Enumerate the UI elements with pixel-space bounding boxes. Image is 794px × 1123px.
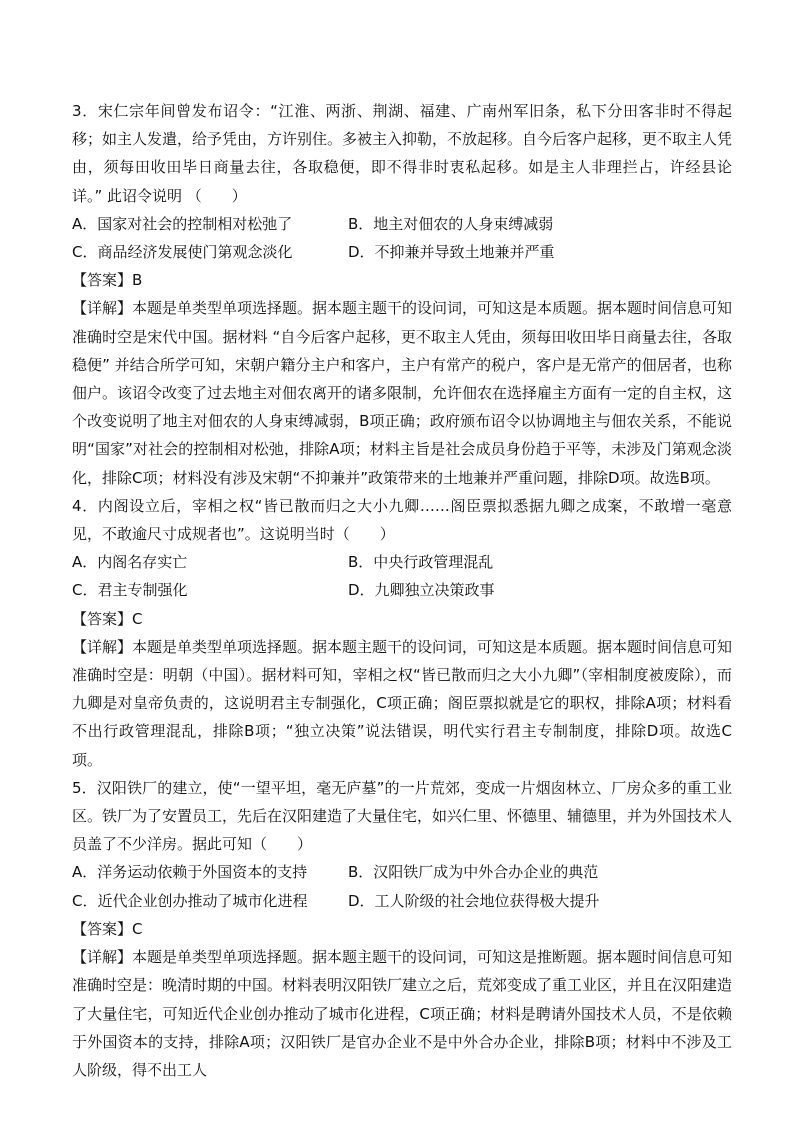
option-d: D．工人阶级的社会地位获得极大提升 <box>348 891 600 910</box>
option-c: C．近代企业创办推动了城市化进程 <box>72 891 308 910</box>
option-c: C．商品经济发展使门第观念淡化 <box>72 243 293 262</box>
option-d: D．九卿独立决策政事 <box>348 581 495 600</box>
question-stem: 5．汉阳铁厂的建立，使“一望平坦，毫无庐墓”的一片荒郊，变成一片烟囱林立、厂房众多的重工业区。铁厂为了安置员工，先后在汉阳建造了大量住宅，如兴仁里、怀德里、辅德里，并为外国技术人员盖了不少洋房。据此可知（ ） <box>72 778 733 854</box>
question-4 <box>72 492 732 774</box>
option-a: A．内阁名存实亡 <box>72 553 188 572</box>
question-stem: 4．内阁设立后，宰相之权“皆已散而归之大小九卿……阁臣票拟悉据九卿之成案，不敢增一毫意见，不敢逾尺寸成规者也”。这说明当时（ ） <box>72 496 732 544</box>
option-c: C．君主专制强化 <box>72 581 188 600</box>
answer-line: 【答案】C <box>72 919 143 938</box>
question-stem: 3．宋仁宗年间曾发布诏令：“江淮、两浙、荆湖、福建、广南州军旧条，私下分田客非时不得起移；如主人发遣，给予凭由，方许别住。多被主入抑勒，不放起移。自今后客户起移，更不取主人凭由，须每田收田毕日商量去往，各取稳便，即不得非时衷私起移。如是主人非理拦占，许经县论详。” 此诏令说明 （ ） <box>72 102 733 205</box>
answer-line: 【答案】C <box>72 609 143 628</box>
option-a: A．国家对社会的控制相对松弛了 <box>72 214 293 233</box>
question-5 <box>72 774 732 1084</box>
option-b: B．地主对佃农的人身束缚减弱 <box>348 214 554 233</box>
option-d: D．不抑兼并导致土地兼并严重 <box>348 243 555 262</box>
option-b: B．中央行政管理混乱 <box>348 553 494 572</box>
option-a: A．洋务运动依赖于外国资本的支持 <box>72 863 308 882</box>
option-b: B．汉阳铁厂成为中外合办企业的典范 <box>348 863 599 882</box>
option-list <box>72 858 732 914</box>
explanation: 【详解】本题是单类型单项选择题。据本题主题干的设问词，可知这是推断题。据本题时间信息可知准确时空是：晚清时期的中国。材料表明汉阳铁厂建立之后，荒郊变成了重工业区，并且在汉阳建造了大量住宅，可知近代企业创办推动了城市化进程，C项正确；材料是聘请外国技术人员，不是依赖于外国资本的支持，排除A项；汉阳铁厂是官办企业不是中外合办企业，排除B项；材料中不涉及工人阶级，得不出工人 <box>72 948 733 1079</box>
document-page <box>72 97 732 1084</box>
explanation: 【详解】本题是单类型单项选择题。据本题主题干的设问词，可知这是本质题。据本题时间信息可知准确时空是宋代中国。据材料 “自今后客户起移，更不取主人凭由，须每田收田毕日商量去往，各取稳便” 并结合所学可知，宋朝户籍分主户和客户，主户有常产的税户，客户是无常产的佃居者，也称佃户。该诏令改变了过去地主对佃农离开的诸多限制，允许佃农在选择雇主方面有一定的自主权，这个改变说明了地主对佃农的人身束缚减弱，B项正确；政府颁布诏令以协调地主与佃农关系，不能说明“国家”对社会的控制相对松弛，排除A项；材料主旨是社会成员身份趋于平等，未涉及门第观念淡化，排除C项；材料没有涉及宋朝“不抑兼并”政策带来的土地兼并严重问题，排除D项。故选B项。 <box>72 299 733 487</box>
option-list <box>72 210 732 266</box>
answer-line: 【答案】B <box>72 271 143 290</box>
explanation: 【详解】本题是单类型单项选择题。据本题主题干的设问词，可知这是本质题。据本题时间信息可知准确时空是：明朝（中国）。据材料可知，宰相之权“皆已散而归之大小九卿”（宰相制度被废除），而九卿是对皇帝负责的，这说明君主专制强化，C项正确；阁臣票拟就是它的职权，排除A项；材料看不出行政管理混乱，排除B项；“独立决策”说法错误，明代实行君主专制制度，排除D项。故选C项。 <box>72 637 733 769</box>
question-3 <box>72 97 732 492</box>
option-list <box>72 548 732 604</box>
